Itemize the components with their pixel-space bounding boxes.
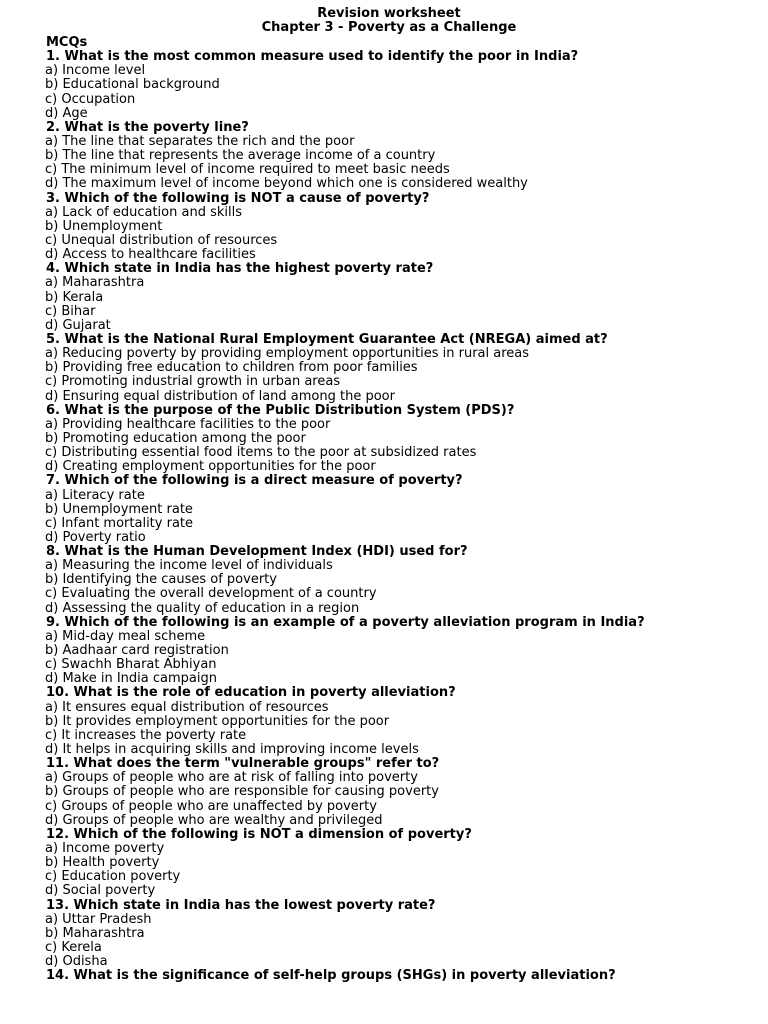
answer-option: d) Age xyxy=(45,105,88,121)
answer-option: a) Income poverty xyxy=(45,841,165,857)
answer-option: b) Identifying the causes of poverty xyxy=(45,572,277,588)
answer-option: c) Promoting industrial growth in urban areas xyxy=(45,374,341,390)
question-text: 10. What is the role of education in poverty alleviation? xyxy=(46,685,456,701)
answer-option: d) Creating employment opportunities for the poor xyxy=(45,459,376,475)
answer-option: c) The minimum level of income required to meet basic needs xyxy=(45,162,450,178)
answer-option: a) Maharashtra xyxy=(45,275,145,291)
answer-option: b) Educational background xyxy=(45,77,220,93)
answer-option: d) Ensuring equal distribution of land among the poor xyxy=(45,388,395,404)
answer-option: b) Kerala xyxy=(45,289,104,305)
question-text: 7. Which of the following is a direct measure of poverty? xyxy=(46,473,463,489)
answer-option: b) Groups of people who are responsible for causing poverty xyxy=(45,784,439,800)
question-text: 13. Which state in India has the lowest poverty rate? xyxy=(46,897,436,913)
answer-option: b) Maharashtra xyxy=(45,925,145,941)
answer-option: c) Swachh Bharat Abhiyan xyxy=(45,657,217,673)
question-block xyxy=(46,616,758,687)
question-text: 9. Which of the following is an example of a poverty alleviation program in India? xyxy=(46,614,645,630)
question-text: 4. Which state in India has the highest poverty rate? xyxy=(46,261,434,277)
answer-option: b) Unemployment xyxy=(45,218,163,234)
worksheet-header xyxy=(0,7,768,35)
question-list xyxy=(46,50,758,983)
question-text: 11. What does the term "vulnerable groups" refer to? xyxy=(46,756,440,772)
question-text: 5. What is the National Rural Employment Guarantee Act (NREGA) aimed at? xyxy=(46,331,608,347)
answer-option: a) Income level xyxy=(45,63,146,79)
answer-option: a) Measuring the income level of individuals xyxy=(45,558,333,574)
answer-option: d) Access to healthcare facilities xyxy=(45,247,256,263)
question-block xyxy=(46,474,758,545)
answer-option: d) Social poverty xyxy=(45,883,156,899)
question-text: 3. Which of the following is NOT a cause of poverty? xyxy=(46,190,430,206)
question-block xyxy=(46,50,758,121)
answer-option: c) Occupation xyxy=(45,91,136,107)
answer-option: b) It provides employment opportunities for the poor xyxy=(45,713,390,729)
answer-option: b) The line that represents the average income of a country xyxy=(45,148,436,164)
question-text: 12. Which of the following is NOT a dimension of poverty? xyxy=(46,826,472,842)
question-block xyxy=(46,333,758,404)
answer-option: a) The line that separates the rich and the poor xyxy=(45,133,355,149)
answer-option: d) Poverty ratio xyxy=(45,529,146,545)
mcq-section xyxy=(46,36,758,983)
answer-option: b) Providing free education to children from poor families xyxy=(45,360,418,376)
question-block xyxy=(46,545,758,616)
section-label: MCQs xyxy=(46,35,88,50)
answer-option: c) Education poverty xyxy=(45,869,181,885)
answer-option: c) Unequal distribution of resources xyxy=(45,232,278,248)
question-block xyxy=(46,757,758,828)
question-text: 1. What is the most common measure used to identify the poor in India? xyxy=(46,49,579,65)
question-block xyxy=(46,121,758,192)
question-block xyxy=(46,899,758,970)
answer-option: c) Groups of people who are unaffected by poverty xyxy=(45,798,377,814)
answer-option: b) Aadhaar card registration xyxy=(45,643,229,659)
answer-option: c) Evaluating the overall development of a country xyxy=(45,586,377,602)
answer-option: d) Assessing the quality of education in a region xyxy=(45,600,360,616)
question-text: 8. What is the Human Development Index (HDI) used for? xyxy=(46,544,468,560)
answer-option: a) It ensures equal distribution of resources xyxy=(45,699,329,715)
answer-option: c) Bihar xyxy=(45,303,96,319)
answer-option: d) The maximum level of income beyond which one is considered wealthy xyxy=(45,176,528,192)
answer-option: d) Groups of people who are wealthy and privileged xyxy=(45,812,383,828)
question-text: 6. What is the purpose of the Public Distribution System (PDS)? xyxy=(46,402,515,418)
worksheet-title: Revision worksheet xyxy=(317,6,461,21)
answer-option: b) Promoting education among the poor xyxy=(45,430,306,446)
answer-option: d) Gujarat xyxy=(45,317,111,333)
answer-option: a) Mid-day meal scheme xyxy=(45,628,206,644)
question-block xyxy=(46,828,758,899)
answer-option: a) Providing healthcare facilities to the poor xyxy=(45,416,331,432)
question-text: 2. What is the poverty line? xyxy=(46,119,249,135)
question-block xyxy=(46,969,758,983)
chapter-title: Chapter 3 - Poverty as a Challenge xyxy=(261,20,517,36)
answer-option: d) Odisha xyxy=(45,954,108,970)
question-block xyxy=(46,404,758,475)
answer-option: c) Infant mortality rate xyxy=(45,515,194,531)
question-block xyxy=(46,262,758,333)
answer-option: d) It helps in acquiring skills and improving income levels xyxy=(45,742,419,758)
question-block xyxy=(46,686,758,757)
answer-option: a) Literacy rate xyxy=(45,487,145,503)
answer-option: c) It increases the poverty rate xyxy=(45,727,247,743)
answer-option: b) Health poverty xyxy=(45,855,160,871)
answer-option: c) Distributing essential food items to the poor at subsidized rates xyxy=(45,445,477,461)
answer-option: b) Unemployment rate xyxy=(45,501,193,517)
question-block xyxy=(46,192,758,263)
answer-option: a) Uttar Pradesh xyxy=(45,911,152,927)
answer-option: a) Lack of education and skills xyxy=(45,204,242,220)
answer-option: c) Kerela xyxy=(45,940,102,955)
question-text: 14. What is the significance of self-help groups (SHGs) in poverty alleviation? xyxy=(46,968,616,984)
answer-option: a) Reducing poverty by providing employment opportunities in rural areas xyxy=(45,346,530,362)
answer-option: a) Groups of people who are at risk of falling into poverty xyxy=(45,770,418,786)
answer-option: d) Make in India campaign xyxy=(45,671,217,687)
